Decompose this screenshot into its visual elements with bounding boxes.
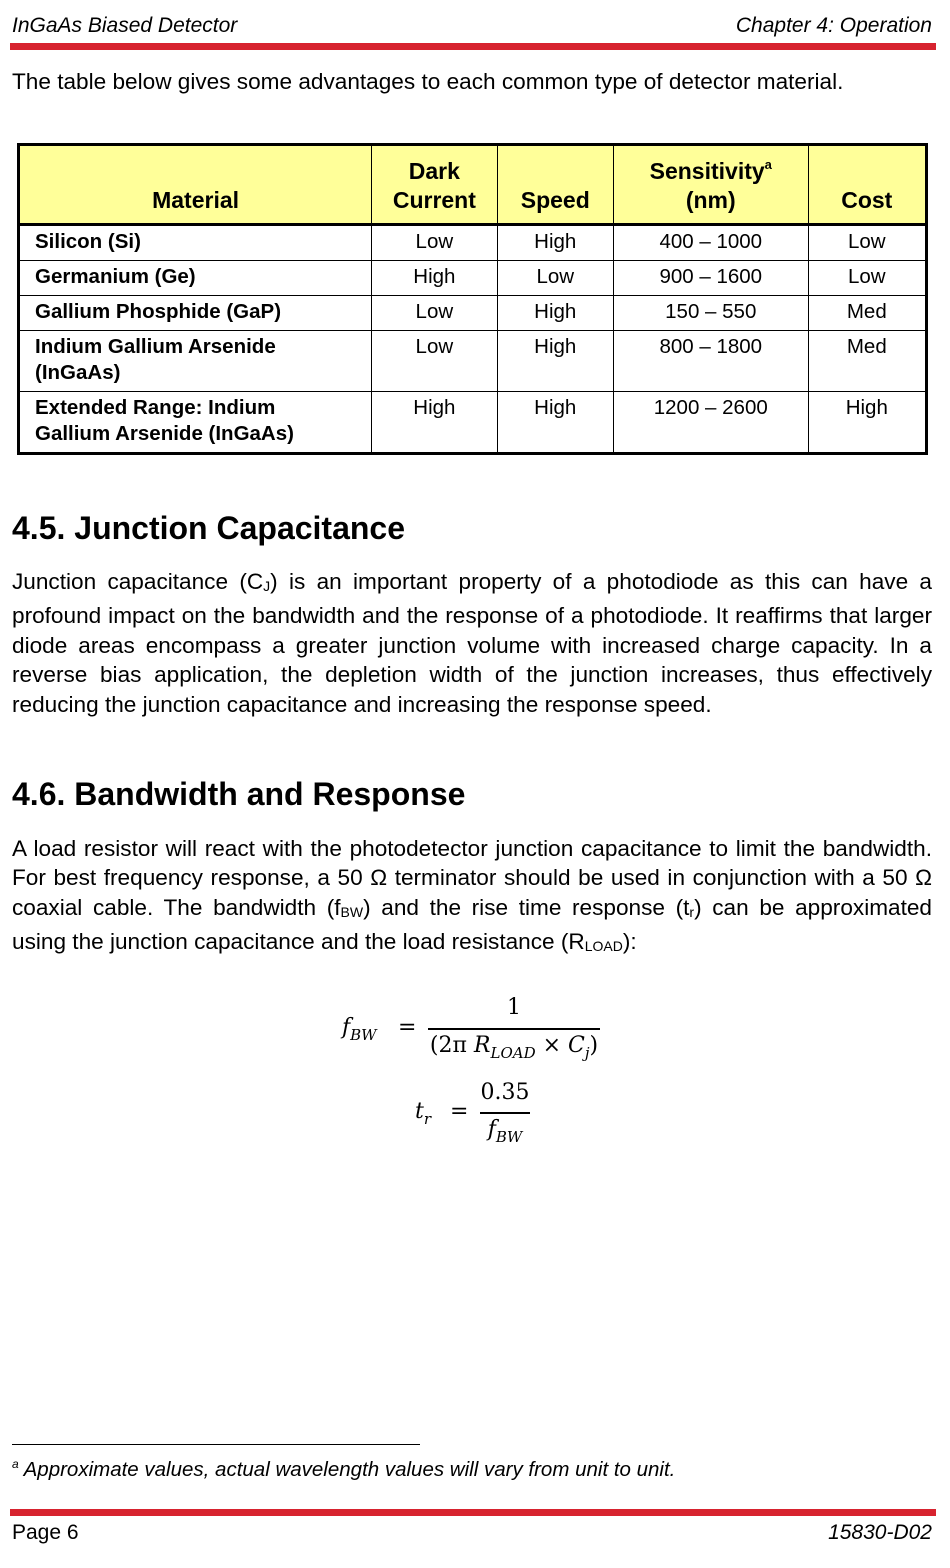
footnote-marker: a: [764, 157, 772, 172]
cell-material: Silicon (Si): [19, 225, 372, 261]
cell-cost: Low: [808, 225, 926, 261]
cell-dark-current: High: [372, 261, 497, 296]
cell-speed: High: [497, 225, 613, 261]
cell-sensitivity: 900 – 1600: [613, 261, 808, 296]
footer-divider: [10, 1509, 936, 1516]
cell-dark-current: Low: [372, 225, 497, 261]
header-title: InGaAs Biased Detector: [12, 14, 238, 37]
col-header-sensitivity: Sensitivity$^a$ (nm): [613, 145, 808, 225]
document-id: 15830-D02: [828, 1521, 932, 1544]
cell-material: Indium Gallium Arsenide (InGaAs): [19, 331, 372, 392]
section-heading-bandwidth-response: 4.6. Bandwidth and Response: [12, 776, 466, 812]
col-header-dark-current: Dark Current: [372, 145, 497, 225]
page-number: Page 6: [12, 1521, 79, 1544]
cell-dark-current: Low: [372, 296, 497, 331]
col-header-speed: Speed: [497, 145, 613, 225]
eq1-equals: =: [398, 1015, 417, 1040]
cell-sensitivity: 150 – 550: [613, 296, 808, 331]
table-header-row: [19, 145, 927, 225]
cell-cost: Med: [808, 331, 926, 392]
detector-material-table: [17, 143, 928, 455]
footnote: $^a$ Approximate values, actual wavelength values will vary from unit to unit.: [12, 1457, 676, 1481]
eq2-numerator: 0.35: [480, 1080, 530, 1105]
intro-paragraph: The table below gives some advantages to each common type of detector material.: [12, 69, 844, 94]
col-header-cost: Cost: [808, 145, 926, 225]
section-heading-junction-capacitance: 4.5. Junction Capacitance: [12, 510, 406, 546]
cell-material: Gallium Phosphide (GaP): [19, 296, 372, 331]
footnote-separator: [12, 1444, 420, 1445]
header-chapter: Chapter 4: Operation: [735, 14, 932, 37]
eq1-lhs: $f_{BW}$: [342, 1015, 377, 1044]
page-header: [12, 14, 932, 40]
eq1-fraction-bar: [428, 1028, 600, 1030]
col-header-material: Material: [19, 145, 372, 225]
table-row: [19, 331, 927, 392]
eq1-denominator: (2π $R_{LOAD} \times C_j$): [429, 1033, 599, 1062]
junction-capacitance-paragraph: Junction capacitance $(C_J)$ is an important property of a photodiode as this can have a profound impact on the bandwidth and the response of a photodiode. It reaffirms that larger diode areas encompass a greater junction volume with increased charge capacity. In a reverse bias application, the depletion width of the junction increases, thus effectively reducing the junction capacitance and increasing the response speed.: [12, 569, 932, 717]
header-divider: [10, 43, 936, 50]
bandwidth-paragraph: A load resistor will react with the photodetector junction capacitance to limit the bandwidth. For best frequency response, a 50 Ω terminator should be used in conjunction with a 50 Ω coaxial cable. The bandwidth $(f_{BW})$ and the rise time response $(t_r)$ can be approximated using the junction capacitance and the load resistance $(R_{LOAD})$:: [12, 836, 933, 955]
eq1-numerator: 1: [507, 995, 521, 1020]
table-row: [19, 261, 927, 296]
cell-dark-current: High: [372, 392, 497, 454]
cell-speed: High: [497, 392, 613, 454]
table-row: [19, 392, 927, 454]
eq2-equals: =: [450, 1099, 469, 1124]
cell-material: Extended Range: Indium Gallium Arsenide (InGaAs): [19, 392, 372, 454]
eq2-lhs: $t_r$: [415, 1099, 432, 1128]
cell-sensitivity: 1200 – 2600: [613, 392, 808, 454]
footnote-mark: a: [12, 1457, 19, 1471]
cell-material: Germanium (Ge): [19, 261, 372, 296]
cell-cost: High: [808, 392, 926, 454]
table-row: [19, 225, 927, 261]
table-row: [19, 296, 927, 331]
cell-dark-current: Low: [372, 331, 497, 392]
cell-cost: Low: [808, 261, 926, 296]
cell-speed: Low: [497, 261, 613, 296]
cell-speed: High: [497, 331, 613, 392]
cell-cost: Med: [808, 296, 926, 331]
eq2-denominator: $f_{BW}$: [487, 1117, 523, 1146]
cell-sensitivity: 400 – 1000: [613, 225, 808, 261]
cell-speed: High: [497, 296, 613, 331]
eq2-fraction-bar: [480, 1112, 530, 1114]
cell-sensitivity: 800 – 1800: [613, 331, 808, 392]
